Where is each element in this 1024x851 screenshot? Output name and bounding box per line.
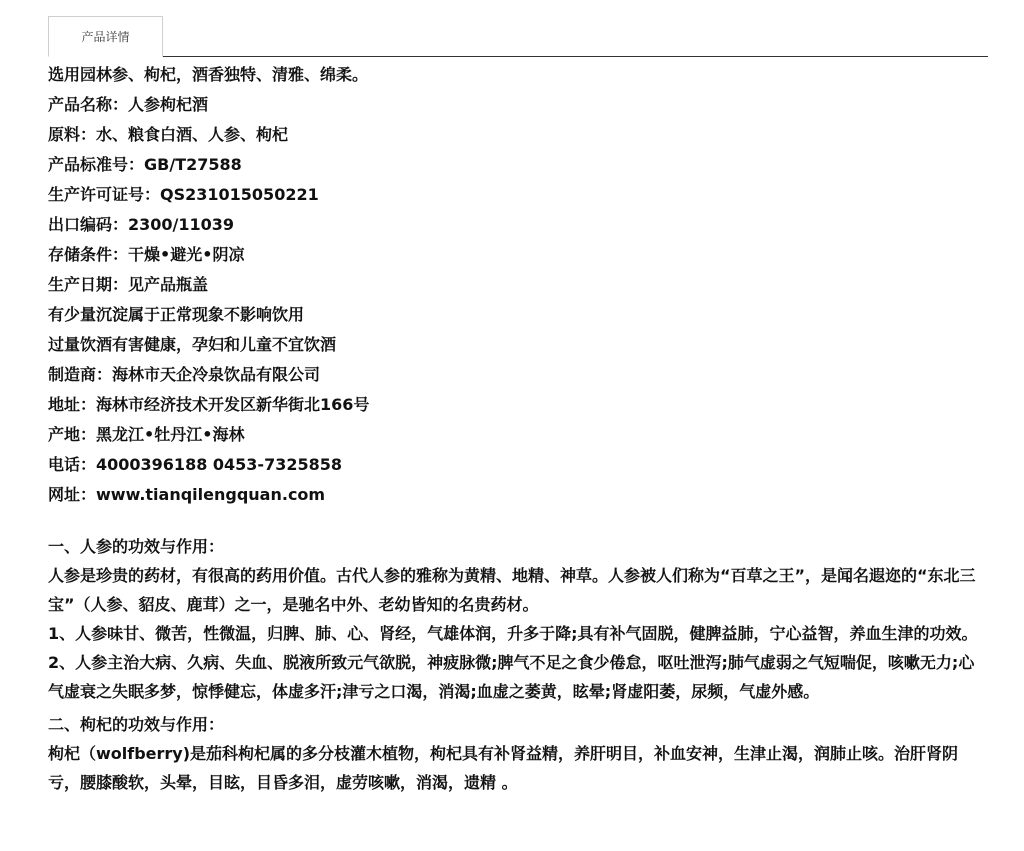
ginseng-section	[48, 532, 978, 706]
tab-bar-divider	[48, 56, 988, 57]
origin: 产地：黑龙江•牡丹江•海林	[48, 425, 245, 444]
production-date: 生产日期：见产品瓶盖	[48, 275, 209, 294]
export-code: 出口编码：2300/11039	[48, 215, 235, 234]
ginseng-point-2: 2、人参主治大病、久病、失血、脱液所致元气欲脱，神疲脉微;脾气不足之食少倦怠，呕吐泄泻;肺气虚弱之气短喘促，咳嗽无力;心气虚衰之失眠多梦，惊悸健忘，体虚多汗;津亏之口渴，消渴;血虚之萎黄，眩晕;肾虚阳萎，尿频，气虚外感。	[48, 653, 975, 701]
ginseng-point-1: 1、人参味甘、微苦，性微温，归脾、肺、心、肾经，气雄体润，升多于降;具有补气固脱，健脾益肺，宁心益智，养血生津的功效。	[48, 624, 978, 643]
manufacturer: 制造商：海林市天企冷泉饮品有限公司	[48, 365, 321, 384]
product-ingredients: 原料：水、粮食白酒、人参、枸杞	[48, 125, 289, 144]
product-name: 产品名称：人参枸杞酒	[48, 95, 209, 114]
product-info-list	[48, 60, 978, 510]
section-title-ginseng: 一、人参的功效与作用：	[48, 537, 225, 556]
product-details-content	[48, 60, 978, 797]
phone: 电话：4000396188 0453-7325858	[48, 455, 343, 474]
sediment-notice: 有少量沉淀属于正常现象不影响饮用	[48, 305, 305, 324]
product-standard-number: 产品标准号：GB/T27588	[48, 155, 242, 174]
wolfberry-body: 枸杞（wolfberry)是茄科枸杞属的多分枝灌木植物，枸杞具有补肾益精，养肝明目，补血安神，生津止渴，润肺止咳。治肝肾阴亏，腰膝酸软，头晕，目眩，目昏多泪，虚劳咳嗽，消渴，遗精 。	[48, 744, 959, 792]
website: 网址：www.tianqilengquan.com	[48, 485, 326, 504]
ginseng-intro: 人参是珍贵的药材，有很高的药用价值。古代人参的雅称为黄精、地精、神草。人参被人们称为“百草之王”，是闻名遐迩的“东北三宝”（人参、貂皮、鹿茸）之一，是驰名中外、老幼皆知的名贵药材。	[48, 566, 976, 614]
wolfberry-section	[48, 710, 978, 797]
storage-conditions: 存储条件：干燥•避光•阴凉	[48, 245, 245, 264]
production-license-number: 生产许可证号：QS231015050221	[48, 185, 319, 204]
section-title-wolfberry: 二、枸杞的功效与作用：	[48, 715, 225, 734]
address: 地址：海林市经济技术开发区新华街北166号	[48, 395, 370, 414]
tab-bar	[48, 16, 988, 57]
spacer	[48, 510, 978, 532]
product-tagline: 选用园林参、枸杞，酒香独特、清雅、绵柔。	[48, 65, 369, 84]
health-warning: 过量饮酒有害健康，孕妇和儿童不宜饮酒	[48, 335, 337, 354]
tab-product-details[interactable]: 产品详情	[48, 16, 163, 57]
